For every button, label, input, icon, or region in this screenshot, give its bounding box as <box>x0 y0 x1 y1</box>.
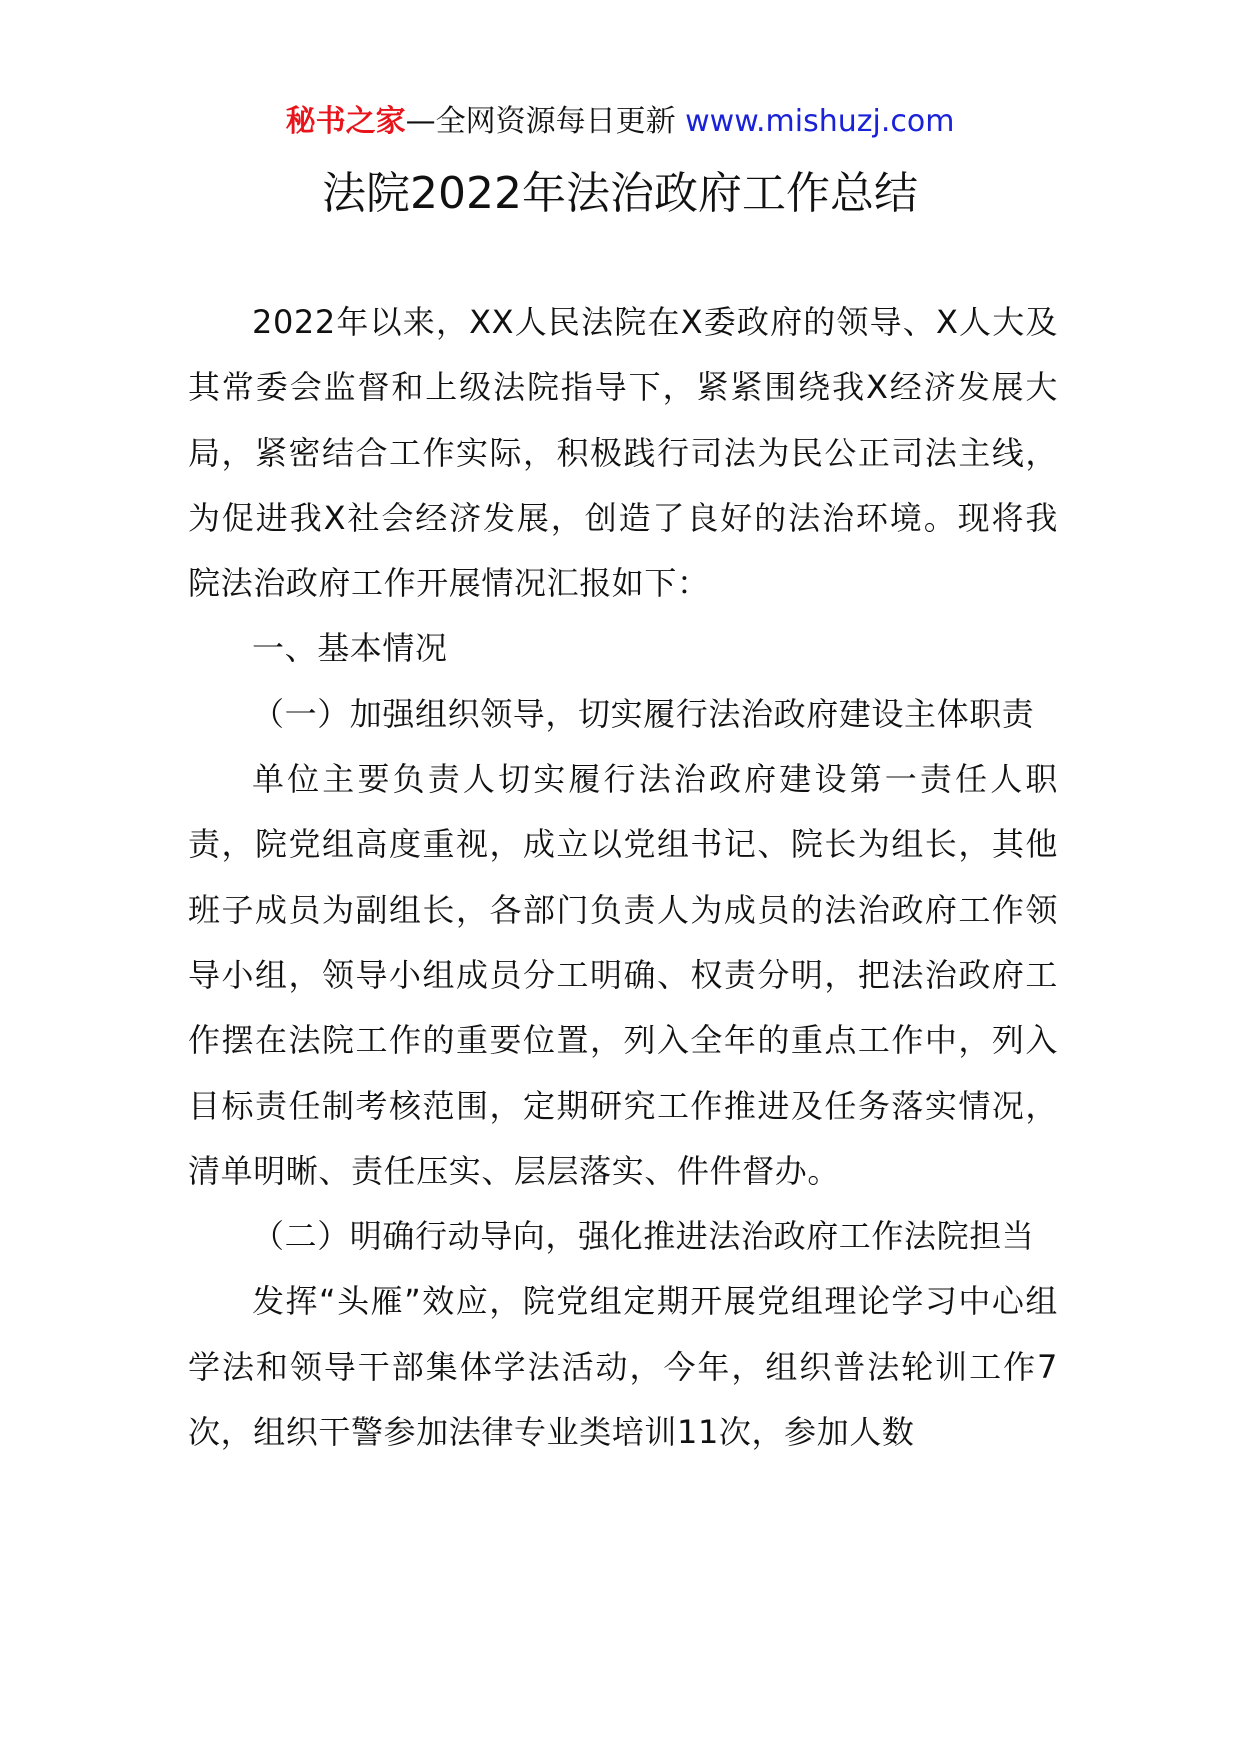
document-body <box>188 290 1058 1465</box>
section-heading-basic: 一、基本情况 <box>252 629 448 668</box>
site-slogan: —全网资源每日更新 <box>405 104 676 139</box>
site-url-link[interactable]: www.mishuzj.com <box>685 104 955 139</box>
paragraph-leadership: 发挥“头雁”效应，院党组定期开展党组理论学习中心组学法和领导干部集体学法活动，今年，组织普法轮训工作7次，组织干警参加法律专业类培训11次，参加人数 <box>188 1282 1058 1452</box>
document-title: 法院2022年法治政府工作总结 <box>322 168 918 219</box>
subsection-heading-2: （二）明确行动导向，强化推进法治政府工作法院担当 <box>252 1217 1035 1256</box>
paragraph-intro: 2022年以来，XX人民法院在X委政府的领导、X人大及其常委会监督和上级法院指导下，紧紧围绕我X经济发展大局，紧密结合工作实际，积极践行司法为民公正司法主线，为促进我X社会经济发展，创造了良好的法治环境。现将我院法治政府工作开展情况汇报如下： <box>188 303 1058 603</box>
paragraph-responsibility: 单位主要负责人切实履行法治政府建设第一责任人职责，院党组高度重视，成立以党组书记、院长为组长，其他班子成员为副组长，各部门负责人为成员的法治政府工作领导小组，领导小组成员分工明确、权责分明，把法治政府工作摆在法院工作的重要位置，列入全年的重点工作中，列入目标责任制考核范围，定期研究工作推进及任务落实情况，清单明晰、责任压实、层层落实、件件督办。 <box>188 760 1058 1190</box>
site-brand: 秘书之家 <box>285 104 406 139</box>
subsection-heading-1: （一）加强组织领导，切实履行法治政府建设主体职责 <box>252 694 1035 733</box>
site-header <box>0 100 1240 144</box>
